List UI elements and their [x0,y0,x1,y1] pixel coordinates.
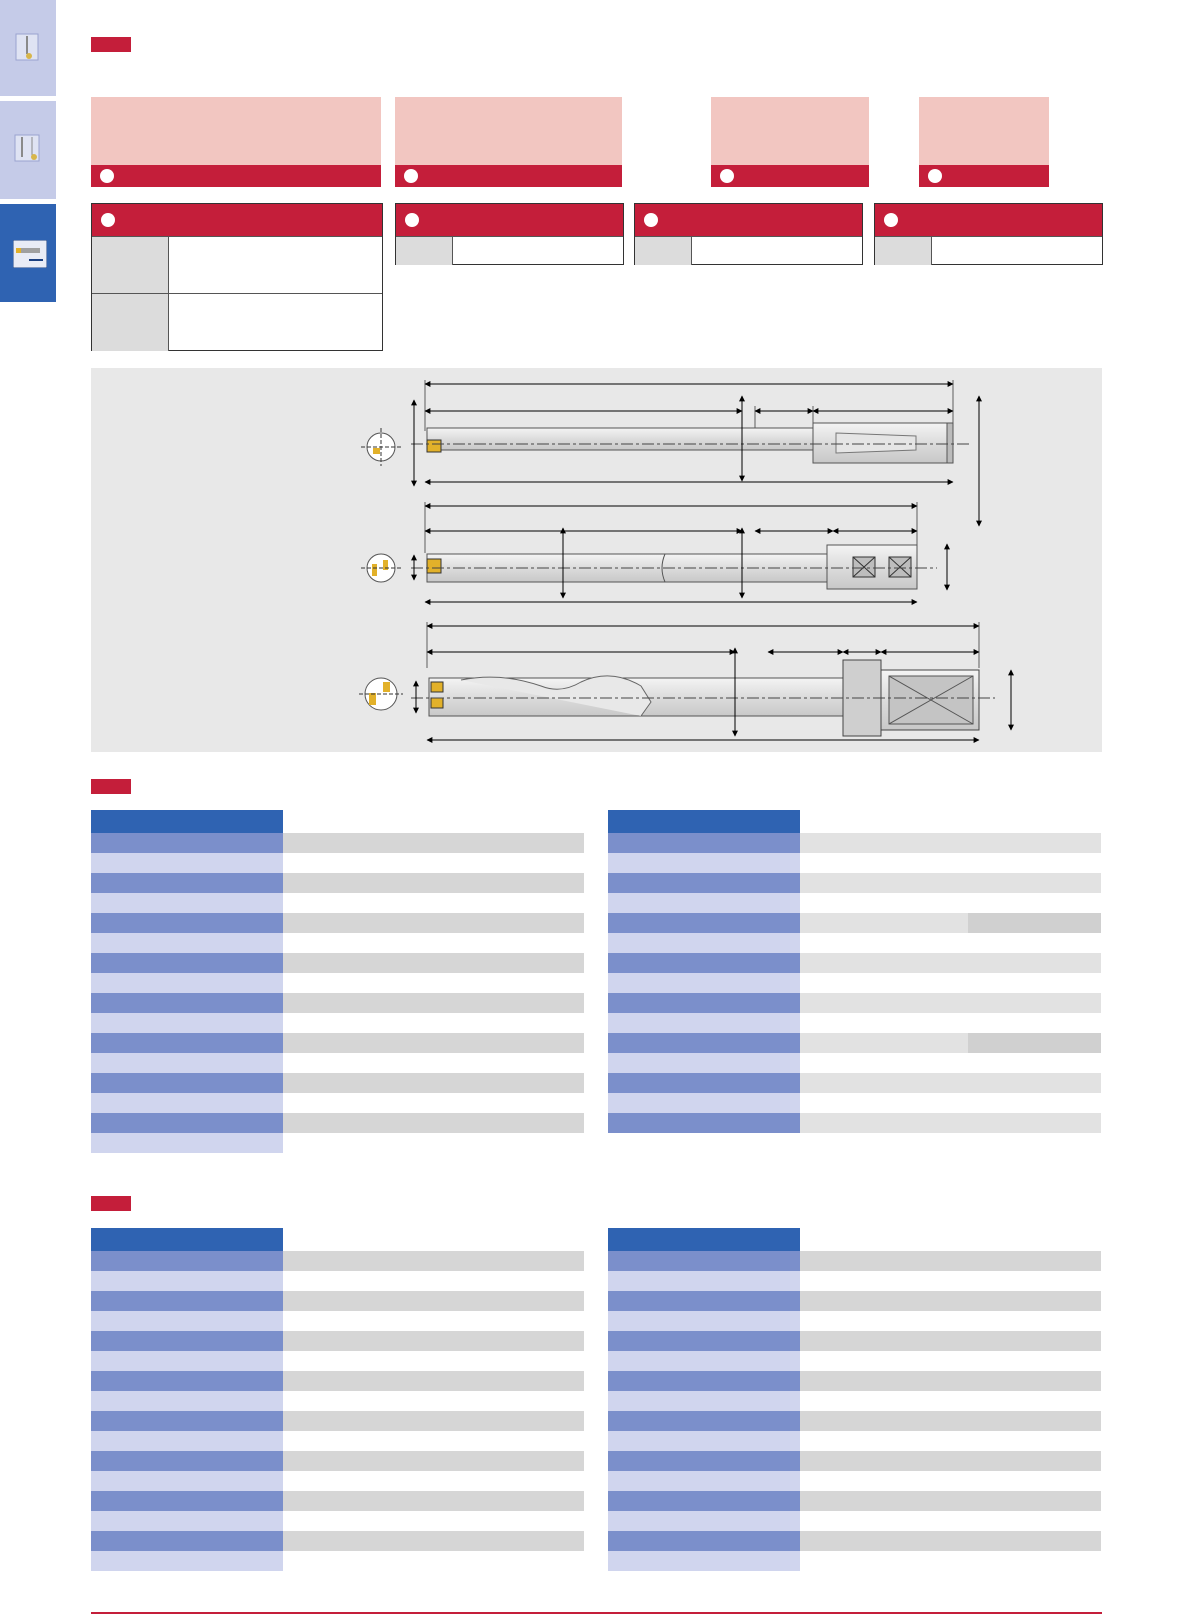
section-tag-middle [91,779,131,794]
table-row [91,1073,584,1093]
bullet-icon [720,169,734,183]
table-row [608,1271,1101,1291]
table-row [91,1113,584,1133]
spec-box-3 [634,203,863,265]
table-row [91,1053,584,1073]
table-row [608,913,1101,933]
table-row [91,1511,584,1531]
table-row [91,1431,584,1451]
feature-bar-2 [395,165,622,187]
square-shank-tool-icon [361,502,947,602]
table-row [608,1053,1101,1073]
table-row [608,1371,1101,1391]
table-row [91,973,584,993]
section-tag-top [91,37,131,52]
table-row [91,893,584,913]
table-row [608,1491,1101,1511]
table-row [608,1411,1101,1431]
bullet-icon [101,213,115,227]
feature-bar-3 [711,165,869,187]
table-row [608,1311,1101,1331]
table-row [91,1471,584,1491]
bullet-icon [644,213,658,227]
table-row [608,1351,1101,1371]
spec-box-2 [395,203,624,265]
table-header [608,1228,800,1251]
cylindrical-shank-tool-icon [361,380,979,526]
table-header [91,1228,283,1251]
feature-bar-1 [91,165,381,187]
table-row [608,933,1101,953]
table-row [91,1491,584,1511]
table-row [608,1291,1101,1311]
table-row [91,1311,584,1331]
table-row [608,1451,1101,1471]
spec-box-4 [874,203,1103,265]
bullet-icon [404,169,418,183]
table-row [91,873,584,893]
table-row [608,953,1101,973]
table-row [608,1093,1101,1113]
table-row [608,1331,1101,1351]
section-tag-bottom [91,1196,131,1211]
flange-shank-tool-icon [359,622,1011,740]
table-row [608,1431,1101,1451]
table-row [91,1531,584,1551]
spec-box-1 [91,203,383,351]
table-row [91,1251,584,1271]
table-row [91,1551,584,1571]
table-row [91,853,584,873]
table-row [608,873,1101,893]
table-row [608,1471,1101,1491]
table-row [608,1531,1101,1551]
table-row [91,933,584,953]
table-row [608,833,1101,853]
bullet-icon [884,213,898,227]
table-row [608,1251,1101,1271]
footer-rule [91,1612,1102,1614]
table-row [608,1013,1101,1033]
table-row [608,1073,1101,1093]
table-row [91,1013,584,1033]
table-row [91,993,584,1013]
side-tab-drilling[interactable] [0,0,56,96]
table-row [608,853,1101,873]
boring-icon [12,133,42,163]
table-row [91,1411,584,1431]
drawing-panel [91,368,1102,752]
feature-bar-4 [919,165,1049,187]
table-row [91,1271,584,1291]
table-row [91,1133,584,1153]
table-row [91,833,584,853]
table-row [91,1391,584,1411]
table-header [608,810,800,833]
table-row [91,1351,584,1371]
drilling-icon [12,32,42,62]
boring-bar-icon [13,240,47,268]
bullet-icon [405,213,419,227]
table-row [608,1113,1101,1133]
table-row [608,1511,1101,1531]
table-row [91,1291,584,1311]
side-tab-boring[interactable] [0,101,56,199]
bullet-icon [928,169,942,183]
table-row [91,1451,584,1471]
table-row [91,1033,584,1053]
table-row [91,1371,584,1391]
table-row [91,1093,584,1113]
table-row [608,993,1101,1013]
table-row [91,913,584,933]
technical-drawings [91,368,1102,752]
table-row [608,1551,1101,1571]
table-row [608,893,1101,913]
table-row [608,1391,1101,1411]
table-row [608,973,1101,993]
table-row [91,1331,584,1351]
side-tab-boring-bar[interactable] [0,204,56,302]
table-row [91,953,584,973]
bullet-icon [100,169,114,183]
table-row [608,1033,1101,1053]
table-header [91,810,283,833]
